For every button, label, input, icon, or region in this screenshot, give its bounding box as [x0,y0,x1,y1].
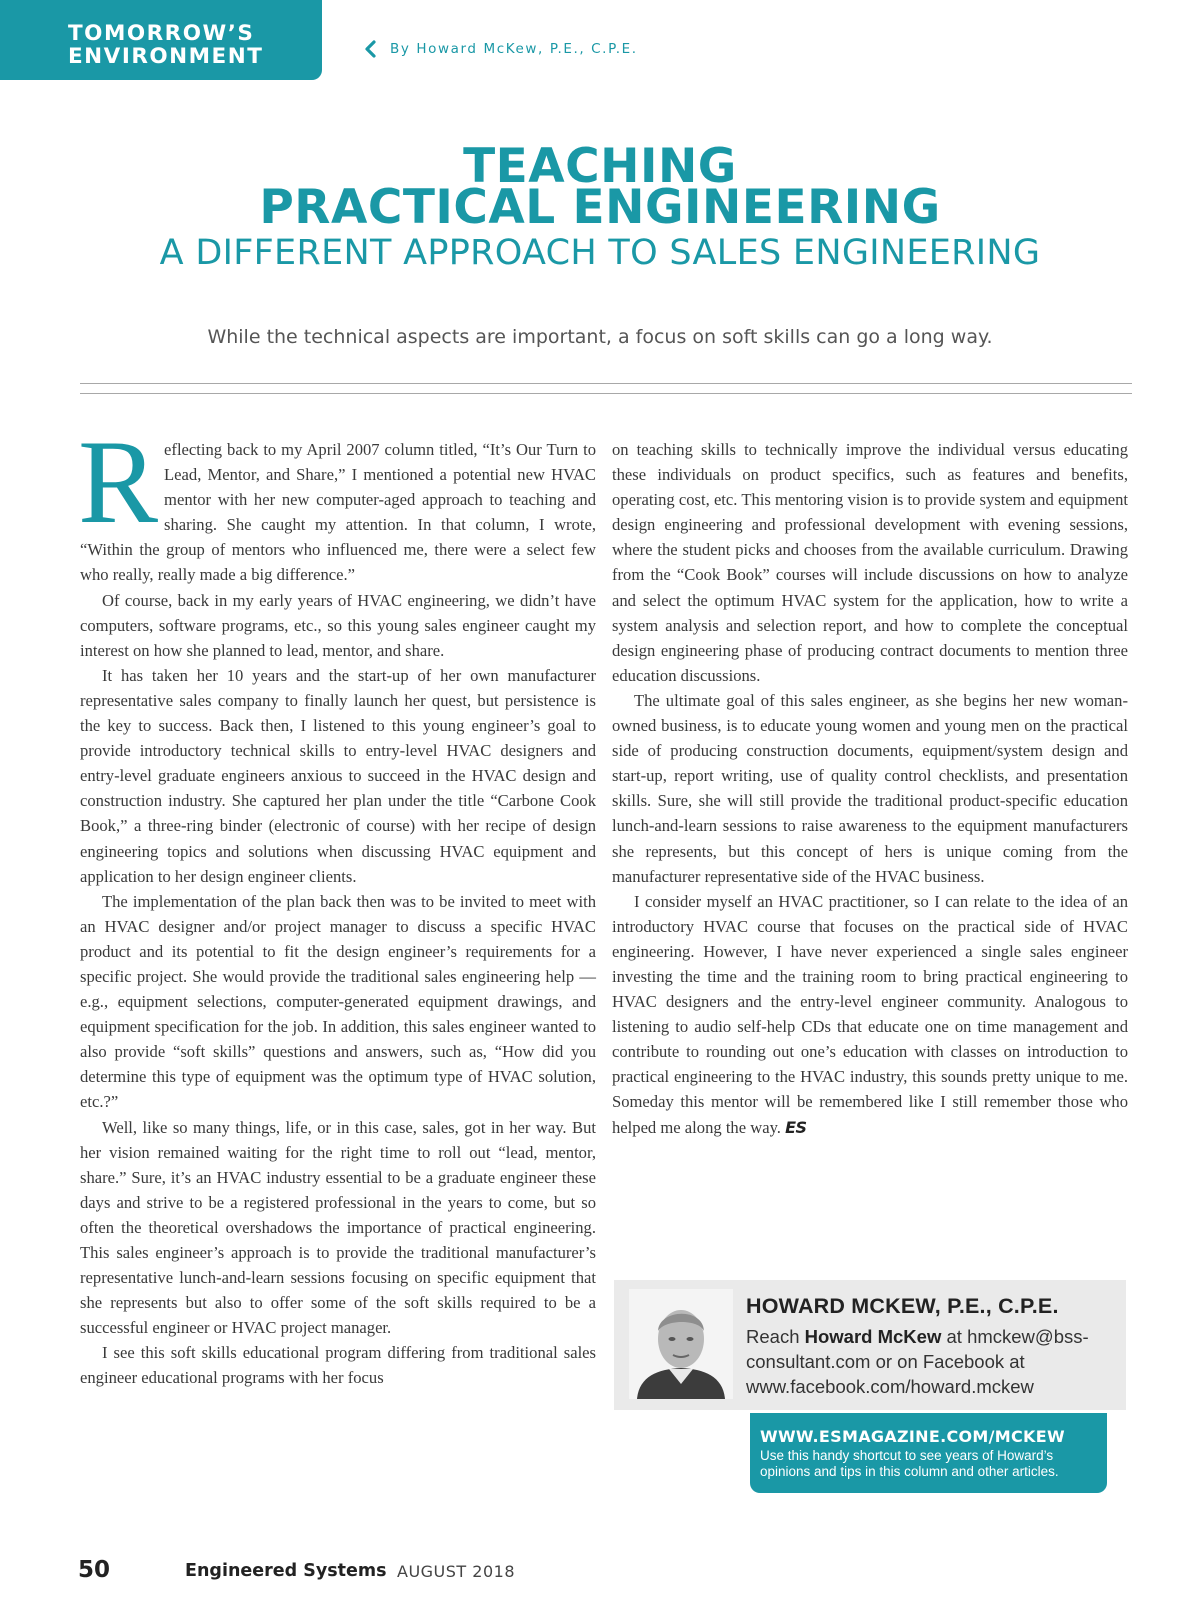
section-tab [0,0,322,80]
reach-prefix: Reach [746,1326,800,1347]
es-end-mark: ES [785,1117,807,1137]
author-photo [629,1289,733,1399]
headline-line1: TEACHING [463,139,737,194]
paragraph: The implementation of the plan back then was to be invited to meet with an HVAC designer and/or project manager to discuss a specific HVAC product and its potential to fit the design engineer’s requirements for a specific project. She would provide the traditional sales engineering help — e.g., equipment selections, computer-generated equipment drawings, and equipment specification for the job. In addition, this sales engineer wanted to also provide “soft skills” questions and answers, such as, “How did you determine this type of equipment was the optimum type of HVAC solution, etc.?” [80,891,596,1112]
deck: While the technical aspects are important, a focus on soft skills can go a long way. [207,326,993,348]
section-label-line2: ENVIRONMENT [68,44,264,69]
article-column-left [78,415,596,1391]
headline-line2: PRACTICAL ENGINEERING [259,180,941,235]
page-number: 50 [78,1557,111,1583]
author-name: HOWARD MCKEW, P.E., C.P.E. [746,1294,1059,1318]
byline-text: By Howard McKew, P.E., C.P.E. [390,41,638,57]
web-shortcut-box [750,1413,1107,1493]
author-contact [746,1324,1116,1399]
byline [364,40,638,58]
web-shortcut-description: Use this handy shortcut to see years of Howard’s opinions and tips in this column and other articles. [760,1448,1059,1479]
paragraph: on teaching skills to technically improve the individual versus educating these individuals on product specifics, such as features and benefits, operating cost, etc. This mentoring vision is to provide system and equipment design engineering and professional development with evening sessions, where the student picks and chooses from the available curriculum. Drawing from the “Cook Book” courses will include discussions on how to analyze and select the optimum HVAC system for the application, how to write a system analysis and selection report, and how to complete the conceptual design engineering phase of producing contract documents to mention three education discussions. [612,440,1128,685]
author-card [614,1280,1126,1410]
divider-rule-top [80,383,1132,384]
paragraph [78,415,596,588]
chevron-left-icon [364,40,376,58]
publication-issue: AUGUST 2018 [397,1562,515,1581]
author-contact-details[interactable]: hmckew@bss-consultant.com or on Facebook at www.facebook.com/howard.mckew [746,1326,1089,1397]
paragraph: I see this soft skills educational program differing from traditional sales engineer educational programs with her focus [80,1343,596,1388]
subheadline: A DIFFERENT APPROACH TO SALES ENGINEERING [159,233,1041,273]
paragraph [612,889,1128,1140]
web-shortcut-link[interactable]: WWW.ESMAGAZINE.COM/MCKEW [760,1427,1065,1446]
paragraph: Well, like so many things, life, or in this case, sales, got in her way. But her vision remained waiting for the right time to roll out “lead, mentor, share.” Sure, it’s an HVAC industry essential to be a graduate engineer these days and strive to be a registered professional in the years to come, but so often the theoretical overshadows the importance of practical engineering. This sales engineer’s approach is to provide the traditional manufacturer’s representative lunch-and-learn sessions focusing on specific equipment that she represents but also to offer some of the soft skills required to be a successful engineer or HVAC project manager. [80,1117,596,1338]
divider-rule-bottom [80,393,1132,394]
paragraph: Of course, back in my early years of HVAC engineering, we didn’t have computers, software programs, etc., so this young sales engineer caught my interest on how she planned to lead, mentor, and share. [80,590,596,660]
drop-cap: R [78,415,159,548]
publication-name: Engineered Systems [185,1561,387,1581]
paragraph: The ultimate goal of this sales engineer, as she begins her new woman-owned business, is to educate young women and young men on the practical side of producing construction documents, equipment/system design and start-up, report writing, use of quality control checklists, and presentation skills. Sure, she will still provide the traditional product-specific education lunch-and-learn sessions to raise awareness to the equipment manufacturers she represents, but this concept of hers is unique coming from the manufacturer representative side of the HVAC business. [612,690,1128,886]
paragraph-text: eflecting back to my April 2007 column titled, “It’s Our Turn to Lead, Mentor, and Share,” I mentioned a potential new HVAC mentor with her new computer-aged approach to teaching and sharing. She caught my attention. In that column, I wrote, “Within the group of mentors who influenced me, there were a select few who really, really made a big difference.” [80,440,596,585]
section-label-line1: TOMORROW’S [68,21,255,46]
reach-suffix: at [946,1326,962,1347]
paragraph-text: I consider myself an HVAC practitioner, so I can relate to the idea of an introductory HVAC course that focuses on the practical side of HVAC engineering. However, I have never experienced a single sales engineer investing the time and the training room to bring practical engineering to HVAC designers and the entry-level engineer community. Analogous to listening to audio self-help CDs that educate one on time management and contribute to rounding out one’s education with classes on introduction to practical engineering to the HVAC industry, this sounds pretty unique to me. Someday this mentor will be remembered like I still remember those who helped me along the way. [612,891,1128,1137]
article-column-right [612,437,1128,1140]
reach-name: Howard McKew [804,1326,942,1347]
paragraph: It has taken her 10 years and the start-up of her own manufacturer representative sales company to finally launch her quest, but persistence is the key to success. Back then, I listened to this young engineer’s goal to provide introductory technical skills to entry-level HVAC designers and entry-level graduate engineers anxious to succeed in the HVAC design and construction industry. She captured her plan under the title “Carbone Cook Book,” a three-ring binder (electronic of course) with her recipe of design engineering topics and solutions when discussing HVAC equipment and application to her design engineer clients. [80,665,596,886]
